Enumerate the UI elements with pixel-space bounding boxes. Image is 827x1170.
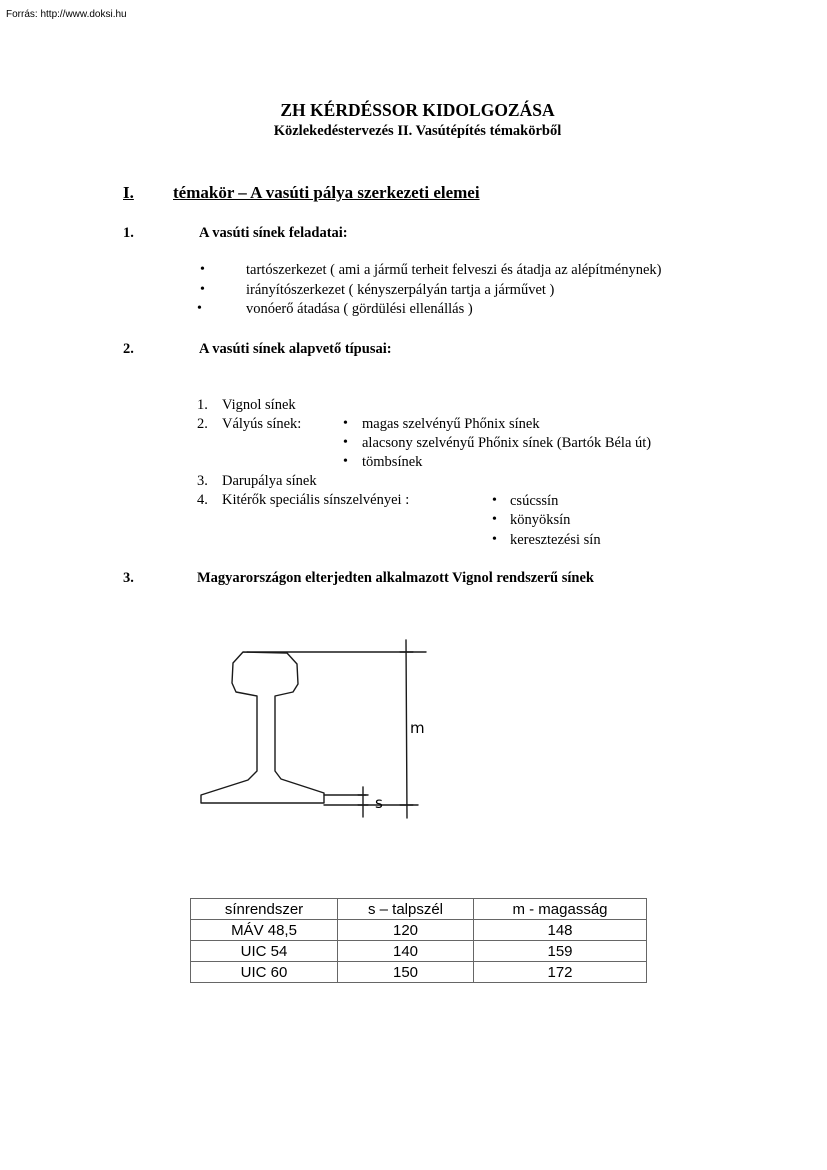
list-number: 4. <box>197 492 208 508</box>
bullet-icon: • <box>200 262 205 277</box>
table-row <box>191 941 647 962</box>
sub-list-item: keresztezési sín <box>510 532 601 548</box>
bullet-icon: • <box>492 512 497 527</box>
table-cell: MÁV 48,5 <box>191 920 338 941</box>
bullet-icon: • <box>343 454 348 469</box>
label-s: s <box>375 794 383 812</box>
sub-list-item: tömbsínek <box>362 454 423 470</box>
table-cell: 148 <box>474 920 647 941</box>
chapter-title: témakör – A vasúti pálya szerkezeti elemei <box>173 183 480 202</box>
table-cell: 172 <box>474 962 647 983</box>
bullet-icon: • <box>197 301 202 316</box>
list-number: 1. <box>197 397 208 413</box>
document-subtitle: Közlekedéstervezés II. Vasútépítés témakörből <box>273 123 562 139</box>
list-number: 2. <box>197 416 208 432</box>
source-label: Forrás: http://www.doksi.hu <box>6 9 127 20</box>
dimension-line-m <box>406 640 407 818</box>
chapter-number: I. <box>123 183 134 202</box>
sub-list-item: alacsony szelvényű Phőnix sínek (Bartók Béla út) <box>362 435 652 451</box>
table-cell: 150 <box>338 962 474 983</box>
sub-list-item: magas szelvényű Phőnix sínek <box>362 416 540 432</box>
table-header-row <box>191 899 647 920</box>
table-cell: 120 <box>338 920 474 941</box>
list-number: 3. <box>197 473 208 489</box>
rail-table <box>190 898 647 983</box>
bullet-icon: • <box>200 282 205 297</box>
sub-list-item: csúcssín <box>510 493 559 509</box>
section2-number: 2. <box>123 341 134 357</box>
table-row <box>191 962 647 983</box>
document-title: ZH KÉRDÉSSOR KIDOLGOZÁSA <box>280 100 555 120</box>
section1-title: A vasúti sínek feladatai: <box>199 225 348 241</box>
section3-number: 3. <box>123 570 134 586</box>
section1-item: irányítószerkezet ( kényszerpályán tartja a járművet ) <box>246 282 555 298</box>
section1-number: 1. <box>123 225 134 241</box>
table-cell: UIC 54 <box>191 941 338 962</box>
bullet-icon: • <box>492 532 497 547</box>
section2-title: A vasúti sínek alapvető típusai: <box>199 341 392 357</box>
table-row <box>191 920 647 941</box>
bullet-icon: • <box>492 493 497 508</box>
section1-item: tartószerkezet ( ami a jármű terheit felveszi és átadja az alépítménynek) <box>246 262 662 278</box>
section3-title: Magyarországon elterjedten alkalmazott Vignol rendszerű sínek <box>197 570 594 586</box>
table-cell: UIC 60 <box>191 962 338 983</box>
sub-list-item: könyöksín <box>510 512 571 528</box>
label-m: m <box>410 719 425 737</box>
table-cell: 140 <box>338 941 474 962</box>
list-item: Darupálya sínek <box>222 473 317 489</box>
section1-item: vonóerő átadása ( gördülési ellenállás ) <box>246 301 473 317</box>
list-item: Kitérők speciális sínszelvényei : <box>222 492 410 508</box>
bullet-icon: • <box>343 435 348 450</box>
table-header: m - magasság <box>474 899 647 920</box>
table-header: sínrendszer <box>191 899 338 920</box>
table-cell: 159 <box>474 941 647 962</box>
list-item: Vályús sínek: <box>222 416 302 432</box>
list-item: Vignol sínek <box>222 397 296 413</box>
bullet-icon: • <box>343 416 348 431</box>
rail-outline <box>201 652 324 803</box>
table-header: s – talpszél <box>338 899 474 920</box>
